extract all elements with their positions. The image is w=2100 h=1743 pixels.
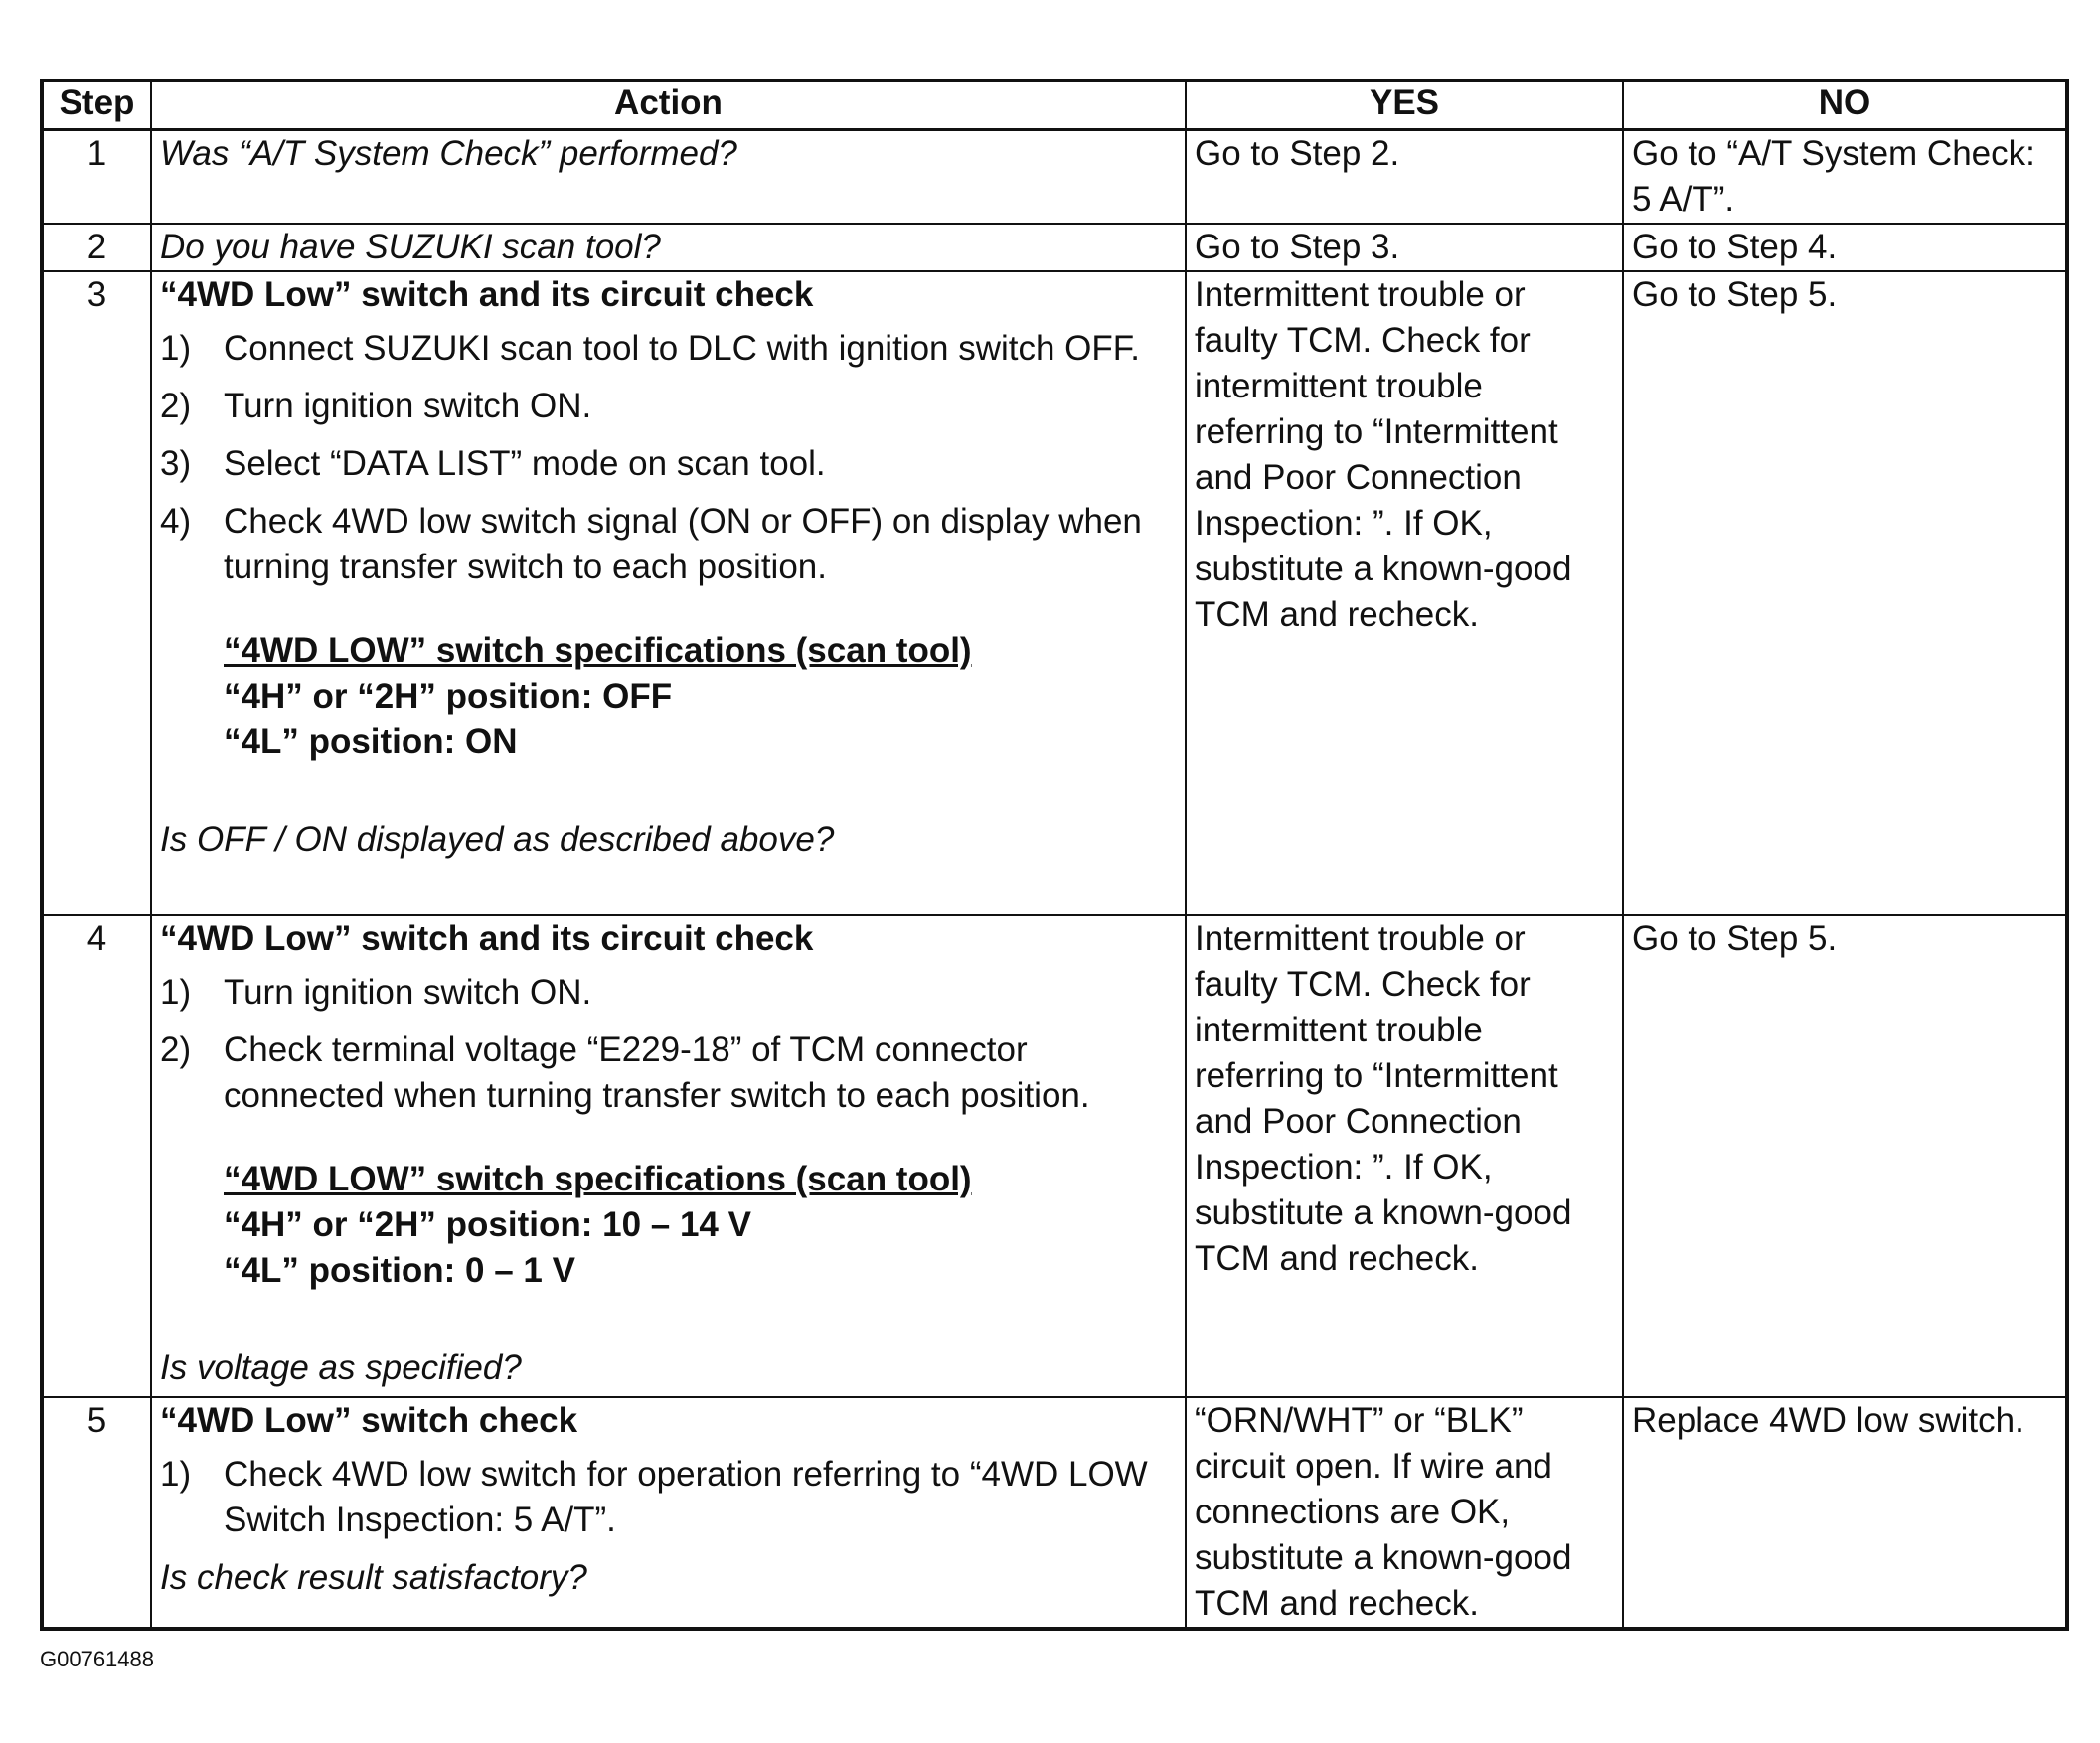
header-step: Step [42, 80, 151, 130]
spec-line: “4H” or “2H” position: OFF [224, 677, 673, 715]
no-cell: Go to Step 5. [1623, 915, 2067, 1397]
substep-list [160, 970, 1177, 1119]
action-cell [151, 224, 1186, 271]
step-number: 2 [42, 224, 151, 271]
substep-number: 1) [160, 973, 192, 1012]
action-cell [151, 915, 1186, 1397]
substep-text: Turn ignition switch ON. [224, 973, 592, 1012]
spec-block [224, 628, 1177, 765]
table-row-step-5 [42, 1397, 2067, 1629]
step-question: Do you have SUZUKI scan tool? [160, 228, 661, 266]
substep-text: Check 4WD low switch for operation referring to “4WD LOW Switch Inspection: 5 A/T”. [224, 1455, 1148, 1539]
substep-text: Select “DATA LIST” mode on scan tool. [224, 444, 826, 483]
action-cell [151, 130, 1186, 225]
substep-number: 2) [160, 387, 192, 425]
substep-list [160, 326, 1177, 590]
step-title: “4WD Low” switch and its circuit check [160, 275, 814, 314]
spec-line: “4L” position: 0 – 1 V [224, 1251, 575, 1290]
no-cell: Go to “A/T System Check: 5 A/T”. [1623, 130, 2067, 225]
yes-cell: “ORN/WHT” or “BLK” circuit open. If wire and connections are OK, substitute a known-good TCM and recheck. [1186, 1397, 1623, 1629]
substep-item [160, 499, 1177, 590]
table-row-step-4 [42, 915, 2067, 1397]
spec-line: “4L” position: ON [224, 722, 518, 761]
table-row-step-1 [42, 130, 2067, 225]
table-header-row [42, 80, 2067, 130]
step-title: “4WD Low” switch check [160, 1401, 578, 1440]
substep-item [160, 1452, 1177, 1543]
spec-block [224, 1157, 1177, 1294]
substep-list [160, 1452, 1177, 1543]
substep-text: Connect SUZUKI scan tool to DLC with ignition switch OFF. [224, 329, 1141, 368]
step-question: Is check result satisfactory? [160, 1558, 587, 1597]
action-cell [151, 1397, 1186, 1629]
spec-title: “4WD LOW” switch specifications (scan tool) [224, 631, 972, 670]
header-yes: YES [1186, 80, 1623, 130]
yes-cell: Go to Step 2. [1186, 130, 1623, 225]
table-row-step-2 [42, 224, 2067, 271]
substep-item [160, 970, 1177, 1016]
substep-item [160, 1028, 1177, 1119]
no-cell: Replace 4WD low switch. [1623, 1397, 2067, 1629]
step-question: Is voltage as specified? [160, 1348, 522, 1387]
header-action: Action [151, 80, 1186, 130]
spec-line: “4H” or “2H” position: 10 – 14 V [224, 1205, 751, 1244]
step-number: 5 [42, 1397, 151, 1629]
figure-id: G00761488 [40, 1647, 154, 1671]
header-no: NO [1623, 80, 2067, 130]
step-title: “4WD Low” switch and its circuit check [160, 919, 814, 958]
yes-cell: Go to Step 3. [1186, 224, 1623, 271]
action-cell [151, 271, 1186, 915]
substep-number: 2) [160, 1030, 192, 1069]
step-question: Is OFF / ON displayed as described above? [160, 820, 835, 859]
substep-number: 1) [160, 329, 192, 368]
yes-cell: Intermittent trouble or faulty TCM. Check for intermittent trouble referring to “Intermittent and Poor Connection Inspection: ”. If OK, substitute a known-good TCM and recheck. [1186, 915, 1623, 1397]
troubleshooting-table [40, 79, 2069, 1631]
step-question: Was “A/T System Check” performed? [160, 134, 737, 173]
no-cell: Go to Step 4. [1623, 224, 2067, 271]
step-number: 4 [42, 915, 151, 1397]
substep-number: 3) [160, 444, 192, 483]
step-number: 1 [42, 130, 151, 225]
substep-item [160, 441, 1177, 487]
step-number: 3 [42, 271, 151, 915]
substep-text: Check terminal voltage “E229-18” of TCM connector connected when turning transfer switch to each position. [224, 1030, 1090, 1115]
substep-item [160, 326, 1177, 372]
table-row-step-3 [42, 271, 2067, 915]
substep-item [160, 384, 1177, 429]
substep-number: 4) [160, 502, 192, 541]
substep-text: Check 4WD low switch signal (ON or OFF) on display when turning transfer switch to each position. [224, 502, 1142, 586]
yes-cell: Intermittent trouble or faulty TCM. Check for intermittent trouble referring to “Intermittent and Poor Connection Inspection: ”. If OK, substitute a known-good TCM and recheck. [1186, 271, 1623, 915]
no-cell: Go to Step 5. [1623, 271, 2067, 915]
spec-title: “4WD LOW” switch specifications (scan tool) [224, 1160, 972, 1198]
substep-text: Turn ignition switch ON. [224, 387, 592, 425]
substep-number: 1) [160, 1455, 192, 1494]
